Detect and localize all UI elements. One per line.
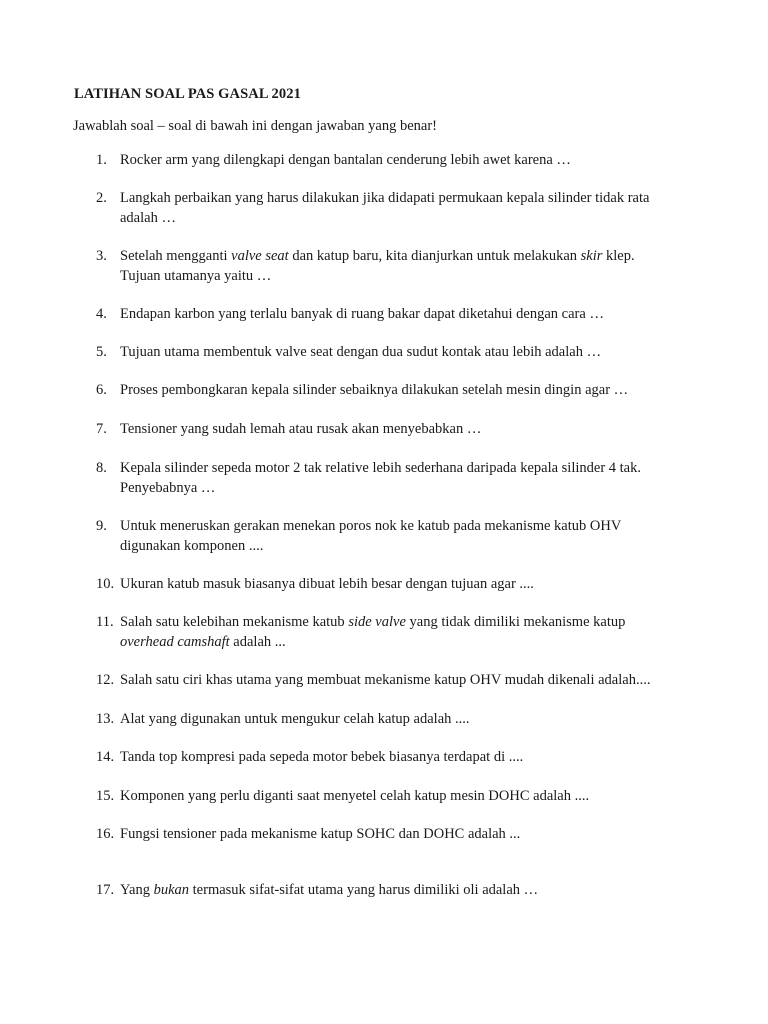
question-text-segment: Tanda top kompresi pada sepeda motor bebek biasanya terdapat di .... xyxy=(120,749,524,765)
question-text-segment: Penyebabnya … xyxy=(120,480,216,496)
question-item xyxy=(96,342,696,362)
question-item xyxy=(96,612,696,652)
question-text xyxy=(120,342,696,362)
question-item xyxy=(96,419,696,439)
question-number: 12. xyxy=(96,672,115,688)
question-text-segment: digunakan komponen .... xyxy=(120,538,264,554)
question-text xyxy=(120,670,696,690)
question-item xyxy=(96,150,696,170)
question-text-segment: Ukuran katub masuk biasanya dibuat lebih besar dengan tujuan agar .... xyxy=(120,576,534,592)
question-text-segment: Tensioner yang sudah lemah atau rusak akan menyebabkan … xyxy=(120,421,482,437)
question-item xyxy=(96,824,696,844)
question-number: 10. xyxy=(96,576,115,592)
question-item xyxy=(96,458,696,498)
question-text-segment: Fungsi tensioner pada mekanisme katup SOHC dan DOHC adalah ... xyxy=(120,826,521,842)
question-text-segment: Yang xyxy=(120,882,154,898)
question-item xyxy=(96,246,696,286)
question-number: 7. xyxy=(96,421,107,437)
question-number: 6. xyxy=(96,382,107,398)
question-number: 5. xyxy=(96,344,107,360)
question-text-segment: yang tidak dimiliki mekanisme katup xyxy=(405,614,626,630)
question-text-segment: termasuk sifat-sifat utama yang harus dimiliki oli adalah … xyxy=(189,882,539,898)
question-line xyxy=(120,632,696,652)
question-line xyxy=(120,478,696,498)
document-title: LATIHAN SOAL PAS GASAL 2021 xyxy=(74,86,301,102)
question-text-segment: Salah satu ciri khas utama yang membuat mekanisme katup OHV mudah dikenali adalah.... xyxy=(120,672,651,688)
question-number: 16. xyxy=(96,826,115,842)
question-text-segment: dan katup baru, kita dianjurkan untuk melakukan xyxy=(288,248,581,264)
question-line xyxy=(120,612,696,632)
question-item xyxy=(96,709,696,729)
question-text xyxy=(120,419,696,439)
question-text-segment: Langkah perbaikan yang harus dilakukan jika didapati permukaan kepala silinder tidak rata xyxy=(120,190,650,206)
question-text xyxy=(120,304,696,324)
question-text xyxy=(120,574,696,594)
question-number: 17. xyxy=(96,882,115,898)
question-text-segment: side valve xyxy=(348,614,406,630)
instruction-text: Jawablah soal – soal di bawah ini dengan jawaban yang benar! xyxy=(73,118,437,134)
question-number: 2. xyxy=(96,190,107,206)
question-text-segment: Endapan karbon yang terlalu banyak di ruang bakar dapat diketahui dengan cara … xyxy=(120,306,604,322)
question-item xyxy=(96,747,696,767)
question-item xyxy=(96,574,696,594)
question-line xyxy=(120,246,696,266)
question-text-segment: Untuk meneruskan gerakan menekan poros nok ke katub pada mekanisme katub OHV xyxy=(120,518,622,534)
question-number: 9. xyxy=(96,518,107,534)
question-line xyxy=(120,266,696,286)
question-line xyxy=(120,536,696,556)
question-text xyxy=(120,380,696,400)
question-text xyxy=(120,824,696,844)
question-text-segment: overhead camshaft xyxy=(120,634,230,650)
question-item xyxy=(96,880,696,900)
question-text-segment: valve seat xyxy=(231,248,289,264)
question-line xyxy=(120,516,696,536)
question-text xyxy=(120,786,696,806)
question-text xyxy=(120,747,696,767)
question-text-segment: Tujuan utamanya yaitu … xyxy=(120,268,272,284)
question-text-segment: Salah satu kelebihan mekanisme katub xyxy=(120,614,349,630)
question-line xyxy=(120,188,696,208)
question-text-segment: Setelah mengganti xyxy=(120,248,232,264)
question-item xyxy=(96,304,696,324)
question-item xyxy=(96,188,696,228)
question-number: 15. xyxy=(96,788,115,804)
question-item xyxy=(96,786,696,806)
question-text-segment: bukan xyxy=(153,882,190,898)
question-number: 3. xyxy=(96,248,107,264)
question-number: 8. xyxy=(96,460,107,476)
question-item xyxy=(96,670,696,690)
question-text-segment: adalah ... xyxy=(229,634,286,650)
question-item xyxy=(96,516,696,556)
question-text-segment: klep. xyxy=(602,248,635,264)
question-text-segment: Tujuan utama membentuk valve seat dengan dua sudut kontak atau lebih adalah … xyxy=(120,344,602,360)
question-line xyxy=(120,458,696,478)
question-text-segment: Rocker arm yang dilengkapi dengan bantalan cenderung lebih awet karena … xyxy=(120,152,571,168)
question-number: 14. xyxy=(96,749,115,765)
question-number: 1. xyxy=(96,152,107,168)
question-text-segment: Alat yang digunakan untuk mengukur celah katup adalah .... xyxy=(120,711,470,727)
question-line xyxy=(120,208,696,228)
question-number: 4. xyxy=(96,306,107,322)
question-number: 13. xyxy=(96,711,115,727)
question-text-segment: adalah … xyxy=(120,210,176,226)
question-number: 11. xyxy=(96,614,114,630)
question-text-segment: Proses pembongkaran kepala silinder sebaiknya dilakukan setelah mesin dingin agar … xyxy=(120,382,629,398)
question-text xyxy=(120,709,696,729)
question-text-segment: Kepala silinder sepeda motor 2 tak relative lebih sederhana daripada kepala silinder 4 tak. xyxy=(120,460,641,476)
question-text-segment: Komponen yang perlu diganti saat menyetel celah katup mesin DOHC adalah .... xyxy=(120,788,590,804)
question-text-segment: skir xyxy=(580,248,603,264)
question-text xyxy=(120,150,696,170)
question-text xyxy=(120,880,696,900)
question-item xyxy=(96,380,696,400)
